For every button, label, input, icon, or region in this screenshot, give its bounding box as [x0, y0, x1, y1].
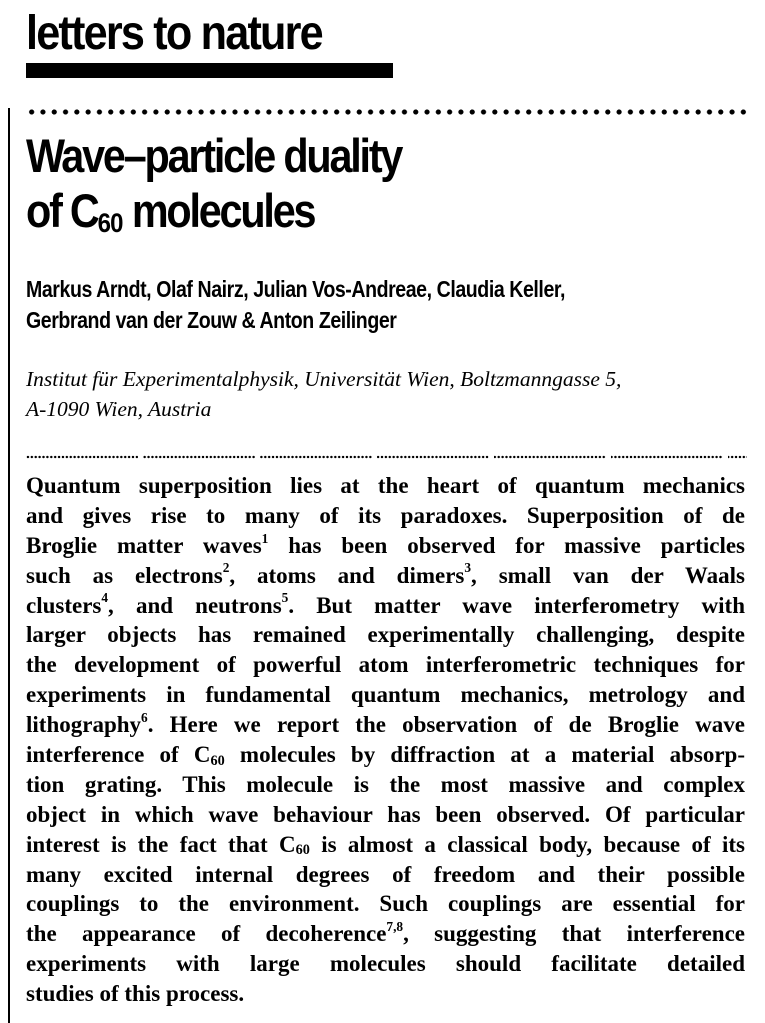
author-line: Markus Arndt, Olaf Nairz, Julian Vos-Andreae, Claudia Keller, [26, 276, 566, 302]
abstract-line: interference of $C_{60}$ molecules by diffraction at a material absorp- [26, 742, 745, 769]
affiliation [26, 364, 621, 424]
article-title-line: of $C_{60}$ molecules [26, 184, 315, 238]
abstract-line: Quantum superposition lies at the heart of quantum mechanics [26, 473, 745, 498]
abstract-line: such as electrons$^2$, atoms and dimers$^3$, small van der Waals [26, 560, 746, 588]
abstract-line: lithography$^6$. Here we report the observation of de Broglie wave [26, 709, 745, 738]
abstract-dotted-rule [26, 455, 747, 459]
abstract-line: the appearance of decoherence$^{7,8}$, suggesting that interference [26, 919, 746, 947]
abstract-line: Broglie matter waves$^1$ has been observed for massive particles [26, 530, 745, 558]
article-title [26, 128, 401, 238]
section-dotted-rule [26, 107, 750, 117]
abstract-line: and gives rise to many of its paradoxes. Superposition of de [26, 502, 745, 528]
abstract-line: interest is the fact that $C_{60}$ is almost a classical body, because of its [26, 831, 745, 859]
abstract-line: many excited internal degrees of freedom and their possible [26, 861, 745, 887]
masthead-title: letters to nature [26, 7, 322, 60]
abstract-line: experiments with large molecules should facilitate detailed [26, 951, 745, 977]
author-list [26, 274, 565, 336]
left-column-rule [8, 108, 10, 1023]
abstract [26, 471, 745, 1009]
abstract-line: the development of powerful atom interferometric techniques for [26, 652, 745, 678]
masthead-rule [26, 63, 393, 78]
abstract-line: larger objects has remained experimentally challenging, despite [26, 622, 745, 648]
article-title-line: Wave–particle duality [26, 129, 402, 182]
affiliation-line: Institut für Experimentalphysik, Universität Wien, Boltzmanngasse 5, [26, 367, 622, 391]
abstract-line: clusters$^4$, and neutrons$^5$. But matter wave interferometry with [26, 590, 745, 618]
affiliation-line: A-1090 Wien, Austria [26, 397, 212, 421]
abstract-line: studies of this process. [26, 981, 245, 1007]
abstract-line: experiments in fundamental quantum mechanics, metrology and [26, 682, 745, 708]
abstract-line: object in which wave behaviour has been observed. Of particular [26, 801, 745, 827]
abstract-line: tion grating. This molecule is the most massive and complex [26, 771, 745, 797]
abstract-line: couplings to the environment. Such couplings are essential for [26, 891, 745, 917]
author-line: Gerbrand van der Zouw & Anton Zeilinger [26, 307, 397, 333]
